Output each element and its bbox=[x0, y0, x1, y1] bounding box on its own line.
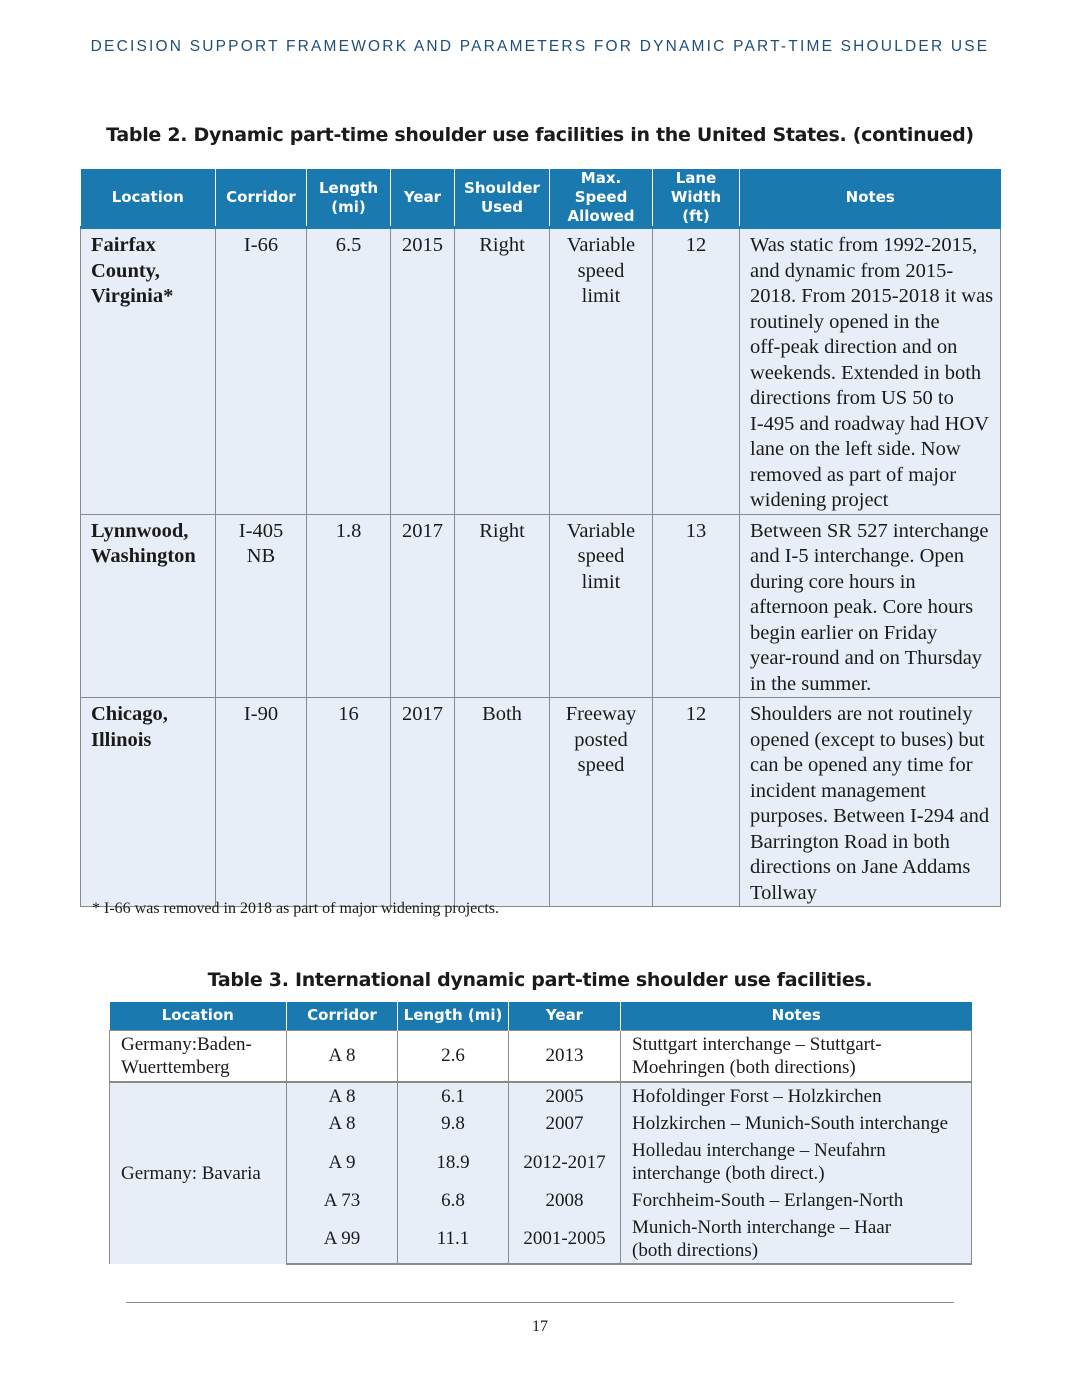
text-line: Illinois bbox=[91, 728, 152, 751]
cell-corridor: A 8 bbox=[287, 1030, 398, 1082]
table-2-header-row bbox=[81, 169, 1001, 228]
cell-corridor bbox=[216, 514, 307, 698]
cell-corridor: A 73 bbox=[287, 1187, 398, 1214]
table-3-title: Table 3. International dynamic part-time shoulder use facilities. bbox=[207, 969, 873, 991]
cell-length: 16 bbox=[307, 698, 391, 907]
cell-length: 9.8 bbox=[398, 1110, 509, 1137]
table-row bbox=[110, 1082, 972, 1110]
cell-location: Germany: Bavaria bbox=[110, 1082, 287, 1264]
cell-length: 6.8 bbox=[398, 1187, 509, 1214]
cell-max-speed bbox=[550, 514, 653, 698]
col-header-notes: Notes bbox=[621, 1002, 972, 1030]
text-line: Between SR 527 interchange bbox=[750, 519, 989, 542]
text-line: Lynnwood, bbox=[91, 519, 189, 542]
text-line: Forchheim-South – Erlangen-North bbox=[632, 1190, 904, 1211]
cell-corridor bbox=[216, 698, 307, 907]
text-line: and I-5 interchange. Open bbox=[750, 545, 965, 567]
cell-notes bbox=[621, 1110, 972, 1137]
text-line: Hofoldinger Forst – Holzkirchen bbox=[632, 1086, 882, 1107]
col-header-max-speed: Max. Speed Allowed bbox=[550, 169, 653, 228]
text-line: Moehringen (both directions) bbox=[632, 1056, 856, 1078]
table-2-title: Table 2. Dynamic part-time shoulder use facilities in the United States. (continued) bbox=[106, 124, 974, 146]
text-line: Holzkirchen – Munich-South interchange bbox=[632, 1113, 949, 1134]
text-line: Holledau interchange – Neufahrn bbox=[632, 1140, 886, 1161]
text-line: and dynamic from 2015- bbox=[750, 259, 954, 282]
table-3 bbox=[109, 1002, 972, 1265]
cell-corridor: A 8 bbox=[287, 1082, 398, 1110]
text-line: directions on Jane Addams bbox=[750, 856, 971, 878]
table-3-header-row bbox=[110, 1002, 972, 1030]
text-line: directions from US 50 to bbox=[750, 387, 954, 409]
text-line: County, bbox=[91, 259, 160, 282]
cell-location bbox=[110, 1030, 287, 1082]
cell-notes bbox=[740, 228, 1001, 515]
cell-shoulder-used: Right bbox=[455, 228, 550, 515]
text-line: Barrington Road in both bbox=[750, 830, 950, 853]
text-line: (both directions) bbox=[632, 1239, 759, 1261]
cell-length: 1.8 bbox=[307, 514, 391, 698]
cell-corridor: A 99 bbox=[287, 1214, 398, 1264]
cell-year: 2015 bbox=[391, 228, 455, 515]
text-line: limit bbox=[581, 285, 621, 307]
text-line: during core hours in bbox=[750, 570, 916, 593]
text-line: Stuttgart interchange – Stuttgart- bbox=[632, 1033, 882, 1055]
col-header-location: Location bbox=[81, 169, 216, 228]
text-line: can be opened any time for bbox=[750, 754, 973, 776]
cell-length: 6.1 bbox=[398, 1082, 509, 1110]
text-line: purposes. Between I-294 and bbox=[750, 805, 990, 827]
cell-lane-width: 12 bbox=[653, 698, 740, 907]
text-line: lane on the left side. Now bbox=[750, 438, 961, 460]
table-row bbox=[81, 228, 1001, 515]
cell-location bbox=[81, 698, 216, 907]
col-header-length: Length (mi) bbox=[307, 169, 391, 228]
page-number: 17 bbox=[532, 1318, 548, 1335]
table-2 bbox=[80, 169, 1001, 907]
text-line: posted bbox=[574, 728, 628, 751]
cell-notes bbox=[621, 1082, 972, 1110]
col-header-lane-width: Lane Width (ft) bbox=[653, 169, 740, 228]
text-line: limit bbox=[581, 570, 621, 593]
text-line: removed as part of major bbox=[750, 463, 957, 486]
cell-year: 2012-2017 bbox=[509, 1137, 621, 1187]
cell-year: 2017 bbox=[391, 514, 455, 698]
text-line: interchange (both direct.) bbox=[632, 1163, 825, 1184]
cell-corridor: A 9 bbox=[287, 1137, 398, 1187]
text-line: Germany:Baden- bbox=[121, 1033, 252, 1055]
col-header-year: Year bbox=[391, 169, 455, 228]
text-line: Chicago, bbox=[91, 703, 168, 725]
cell-year: 2001-2005 bbox=[509, 1214, 621, 1264]
cell-year: 2007 bbox=[509, 1110, 621, 1137]
cell-length: 18.9 bbox=[398, 1137, 509, 1187]
text-line: widening project bbox=[750, 489, 889, 511]
text-line: I-405 bbox=[238, 519, 284, 542]
cell-notes bbox=[740, 698, 1001, 907]
text-line: Tollway bbox=[750, 881, 817, 904]
table-row bbox=[81, 698, 1001, 907]
text-line: speed bbox=[577, 259, 625, 282]
text-line: opened (except to buses) but bbox=[750, 728, 985, 751]
text-line: NB bbox=[246, 545, 276, 567]
cell-length: 11.1 bbox=[398, 1214, 509, 1264]
cell-year: 2008 bbox=[509, 1187, 621, 1214]
table-row bbox=[110, 1030, 972, 1082]
text-line: routinely opened in the bbox=[750, 310, 940, 333]
text-line: 2018. From 2015-2018 it was bbox=[750, 285, 994, 307]
text-line: afternoon peak. Core hours bbox=[750, 596, 974, 618]
table-row bbox=[81, 514, 1001, 698]
text-line: I-66 bbox=[243, 234, 279, 256]
text-line: Variable bbox=[566, 234, 636, 256]
running-header: DECISION SUPPORT FRAMEWORK AND PARAMETERS FOR DYNAMIC PART-TIME SHOULDER USE bbox=[90, 38, 990, 55]
cell-notes bbox=[621, 1137, 972, 1187]
text-line: in the summer. bbox=[750, 672, 872, 695]
col-header-shoulder-used: Shoulder Used bbox=[455, 169, 550, 228]
cell-notes bbox=[621, 1187, 972, 1214]
text-line: Shoulders are not routinely bbox=[750, 703, 973, 725]
text-line: Wuerttemberg bbox=[121, 1056, 230, 1078]
text-line: speed bbox=[577, 754, 625, 776]
text-line: off-peak direction and on bbox=[750, 336, 958, 358]
text-line: year-round and on Thursday bbox=[750, 647, 983, 669]
cell-year: 2005 bbox=[509, 1082, 621, 1110]
table-2-footnote: * I-66 was removed in 2018 as part of major widening projects. bbox=[92, 900, 500, 917]
col-header-year: Year bbox=[509, 1002, 621, 1030]
cell-length: 6.5 bbox=[307, 228, 391, 515]
text-line: begin earlier on Friday bbox=[750, 621, 938, 644]
text-line: I-495 and roadway had HOV bbox=[750, 412, 990, 435]
cell-max-speed bbox=[550, 228, 653, 515]
cell-notes bbox=[621, 1214, 972, 1264]
text-line: I-90 bbox=[243, 703, 279, 725]
cell-shoulder-used: Both bbox=[455, 698, 550, 907]
col-header-notes: Notes bbox=[740, 169, 1001, 228]
cell-lane-width: 12 bbox=[653, 228, 740, 515]
cell-corridor bbox=[216, 228, 307, 515]
col-header-length: Length (mi) bbox=[398, 1002, 509, 1030]
footer-rule bbox=[126, 1302, 954, 1303]
cell-lane-width: 13 bbox=[653, 514, 740, 698]
cell-notes bbox=[621, 1030, 972, 1082]
text-line: Variable bbox=[566, 519, 636, 542]
text-line: Munich-North interchange – Haar bbox=[632, 1216, 892, 1238]
cell-notes bbox=[740, 514, 1001, 698]
cell-shoulder-used: Right bbox=[455, 514, 550, 698]
text-line: speed bbox=[577, 545, 625, 567]
text-line: Freeway bbox=[565, 703, 637, 725]
col-header-location: Location bbox=[110, 1002, 287, 1030]
cell-year: 2013 bbox=[509, 1030, 621, 1082]
col-header-corridor: Corridor bbox=[287, 1002, 398, 1030]
cell-location bbox=[81, 228, 216, 515]
cell-location bbox=[81, 514, 216, 698]
text-line: Was static from 1992-2015, bbox=[750, 234, 978, 256]
text-line: Virginia* bbox=[91, 285, 174, 307]
cell-max-speed bbox=[550, 698, 653, 907]
cell-corridor: A 8 bbox=[287, 1110, 398, 1137]
cell-length: 2.6 bbox=[398, 1030, 509, 1082]
text-line: Fairfax bbox=[91, 234, 156, 256]
text-line: Washington bbox=[91, 545, 196, 567]
col-header-corridor: Corridor bbox=[216, 169, 307, 228]
text-line: incident management bbox=[750, 779, 926, 802]
cell-year: 2017 bbox=[391, 698, 455, 907]
text-line: weekends. Extended in both bbox=[750, 361, 982, 384]
